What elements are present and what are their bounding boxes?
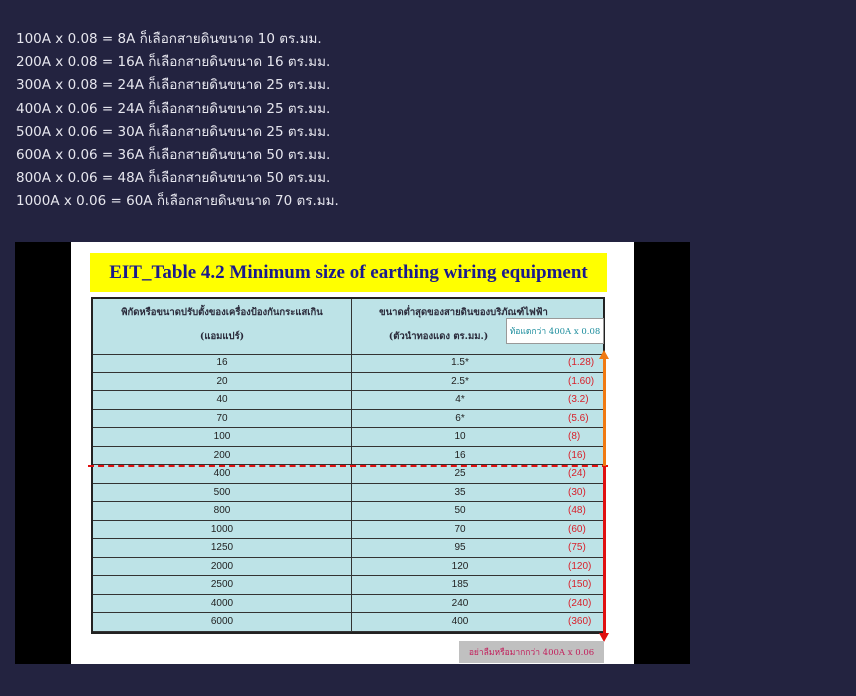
table-row — [93, 521, 603, 540]
size-cell: 95 — [454, 542, 466, 553]
rating-cell: 200 — [213, 449, 231, 461]
calc-cell: (360) — [568, 616, 592, 627]
calc-line: 300A x 0.08 = 24A ก็เลือกสายดินขนาด 25 ตร.มม. — [16, 77, 331, 94]
threshold-dashed-line — [88, 465, 608, 467]
calc-cell: (30) — [568, 486, 586, 498]
size-cell: 6* — [455, 412, 465, 424]
header-rating-line1: พิกัดหรือขนาดปรับตั้งของเครื่องป้องกันกระแสเกิน — [121, 307, 323, 318]
header-rating — [93, 299, 351, 356]
calc-line: 800A x 0.06 = 48A ก็เลือกสายดินขนาด 50 ตร.มม. — [16, 170, 331, 187]
header-size-line1: ขนาดต่ำสุดของสายดินของบริภัณฑ์ไฟฟ้า — [379, 307, 548, 318]
rating-cell: 20 — [216, 375, 228, 387]
table-row — [93, 447, 603, 466]
calc-cell: (240) — [568, 597, 592, 609]
size-cell: 16 — [454, 449, 466, 461]
calc-line: 200A x 0.08 = 16A ก็เลือกสายดินขนาด 16 ตร.มม. — [16, 54, 331, 71]
header-rating-line2: (แอมแปร์) — [199, 331, 245, 342]
size-cell: 240 — [451, 597, 469, 609]
calc-cell: (1.60) — [568, 375, 595, 387]
rating-cell: 1250 — [210, 542, 234, 553]
calc-cell: (24) — [568, 468, 586, 479]
table-row — [93, 502, 603, 521]
size-cell: 10 — [454, 431, 466, 442]
table-row — [93, 465, 603, 484]
calc-cell: (5.6) — [568, 412, 589, 424]
size-cell: 120 — [451, 560, 469, 572]
table-row — [93, 484, 603, 503]
slide-image — [71, 242, 634, 664]
arrow-up-icon — [599, 350, 609, 359]
table-header — [93, 299, 603, 355]
calc-cell: (48) — [568, 505, 586, 516]
rating-cell: 400 — [213, 468, 231, 479]
calc-line: 100A x 0.08 = 8A ก็เลือกสายดินขนาด 10 ตร.มม. — [16, 31, 322, 47]
size-cell: 50 — [454, 505, 466, 516]
rating-cell: 500 — [213, 486, 231, 498]
calc-line: 500A x 0.06 = 30A ก็เลือกสายดินขนาด 25 ตร.มม. — [16, 123, 331, 140]
table-row — [93, 558, 603, 577]
calculation-list — [16, 28, 339, 214]
calc-line: 600A x 0.06 = 36A ก็เลือกสายดินขนาด 50 ตร.มม. — [16, 147, 331, 164]
size-cell: 400 — [451, 616, 469, 627]
rating-cell: 70 — [216, 412, 228, 424]
calc-line: 1000A x 0.06 = 60A ก็เลือกสายดินขนาด 70 ตร.มม. — [16, 193, 339, 210]
table-row — [93, 576, 603, 595]
size-cell: 185 — [451, 579, 469, 590]
header-size-line2: (ตัวนำทองแดง ตร.มม.) — [388, 331, 489, 342]
note-box: ท้อแดกว่า 400A x 0.08 — [506, 318, 604, 344]
size-cell: 2.5* — [451, 375, 469, 387]
calc-cell: (8) — [568, 431, 581, 442]
calc-cell: (1.28) — [568, 357, 595, 368]
table-row — [93, 354, 603, 373]
table-row — [93, 373, 603, 392]
rating-cell: 2000 — [210, 560, 234, 572]
rating-cell: 6000 — [210, 616, 234, 627]
rating-cell: 800 — [213, 505, 231, 516]
slide-image-frame — [15, 242, 690, 664]
calc-cell: (3.2) — [568, 394, 589, 405]
slide-title: EIT_Table 4.2 Minimum size of earthing wiring equipment — [90, 253, 607, 292]
size-cell: 25 — [454, 468, 466, 479]
rating-cell: 1000 — [210, 523, 234, 535]
size-cell: 1.5* — [451, 357, 469, 368]
table-row — [93, 428, 603, 447]
size-cell: 4* — [455, 394, 465, 405]
rating-cell: 2500 — [210, 579, 234, 590]
rating-cell: 40 — [216, 394, 228, 405]
table-row — [93, 613, 603, 632]
rating-cell: 4000 — [210, 597, 234, 609]
calc-line: 400A x 0.06 = 24A ก็เลือกสายดินขนาด 25 ตร.มม. — [16, 100, 331, 117]
rating-cell: 16 — [216, 357, 228, 368]
rating-cell: 100 — [213, 431, 231, 442]
table-row — [93, 410, 603, 429]
calc-cell: (60) — [568, 523, 586, 535]
lower-range-arrow — [603, 466, 606, 635]
upper-range-arrow — [603, 356, 606, 466]
size-cell: 70 — [454, 523, 466, 535]
calc-cell: (120) — [568, 560, 592, 572]
size-cell: 35 — [454, 486, 466, 498]
table-row — [93, 595, 603, 614]
footer-note: อย่าลืมหรือมากกว่า 400A x 0.06 — [459, 641, 604, 663]
calc-cell: (150) — [568, 579, 592, 590]
table-row — [93, 539, 603, 558]
calc-cell: (16) — [568, 449, 586, 461]
calc-cell: (75) — [568, 542, 586, 553]
table-row — [93, 391, 603, 410]
